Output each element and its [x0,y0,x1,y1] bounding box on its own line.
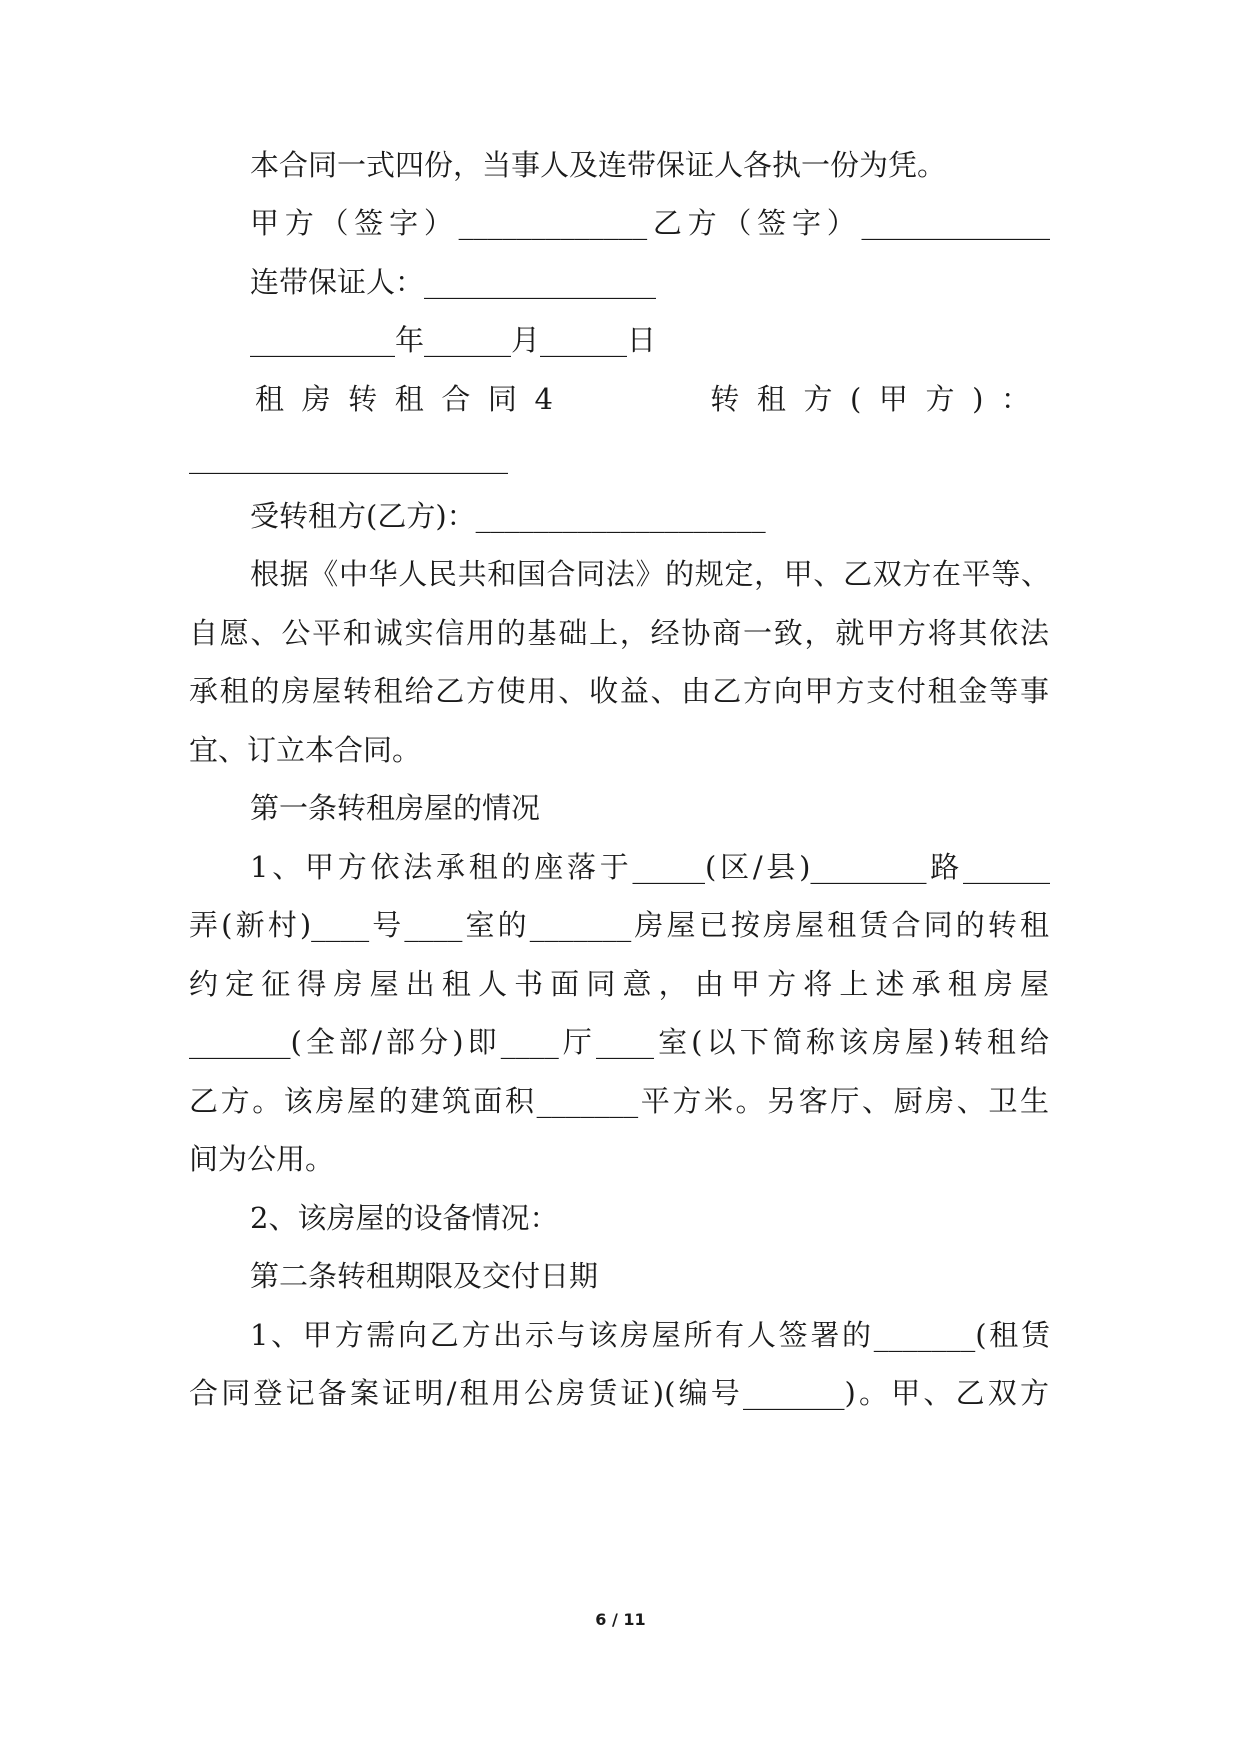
preamble-line-3: 承租的房屋转租给乙方使用、收益、由乙方向甲方支付租金等事 [189,674,1049,708]
paragraph-copies: 本合同一式四份，当事人及连带保证人各执一份为凭。 [250,148,947,182]
preamble-line-1: 根据《中华人民共和国合同法》的规定，甲、乙双方在平等、 [250,557,1050,591]
date-line: __________年______月______日 [250,323,657,357]
preamble-line-4: 宜、订立本合同。 [189,733,422,767]
article-2-clause-1-line-2: 合同登记备案证明/租用公房赁证)(编号_______)。甲、乙双方 [189,1376,1049,1410]
article-2-clause-1-line-1: 1、甲方需向乙方出示与该房屋所有人签署的_______(租赁 [250,1318,1050,1352]
article-1-heading: 第一条转租房屋的情况 [250,791,541,825]
contract-title-line: 租房转租合同4 转租方(甲方)： [255,382,1030,416]
article-1-clause-1-line-6: 间为公用。 [189,1142,335,1176]
article-1-clause-1-line-1: 1、甲方依法承租的座落于_____(区/县)________路______ [250,850,1050,884]
sublessee-line: 受转租方(乙方)：____________________ [250,499,766,533]
preamble-line-2: 自愿、公平和诚实信用的基础上，经协商一致，就甲方将其依法 [189,616,1049,650]
article-1-clause-1-line-3: 约定征得房屋出租人书面同意，由甲方将上述承租房屋 [189,967,1049,1001]
article-2-heading: 第二条转租期限及交付日期 [250,1259,599,1293]
page-number: 6 / 11 [595,1610,646,1629]
signature-line-guarantor: 连带保证人：________________ [250,265,657,299]
article-1-clause-2: 2、该房屋的设备情况： [250,1201,559,1235]
sublessor-blank-line: ______________________ [189,440,508,474]
signature-line-parties: 甲方（签字）_____________乙方（签字）_____________ [250,206,1050,240]
article-1-clause-1-line-5: 乙方。该房屋的建筑面积_______平方米。另客厅、厨房、卫生 [189,1084,1049,1118]
article-1-clause-1-line-4: _______(全部/部分)即____厅____室(以下简称该房屋)转租给 [189,1025,1049,1059]
article-1-clause-1-line-2: 弄(新村)____号____室的_______房屋已按房屋租赁合同的转租 [189,908,1049,942]
